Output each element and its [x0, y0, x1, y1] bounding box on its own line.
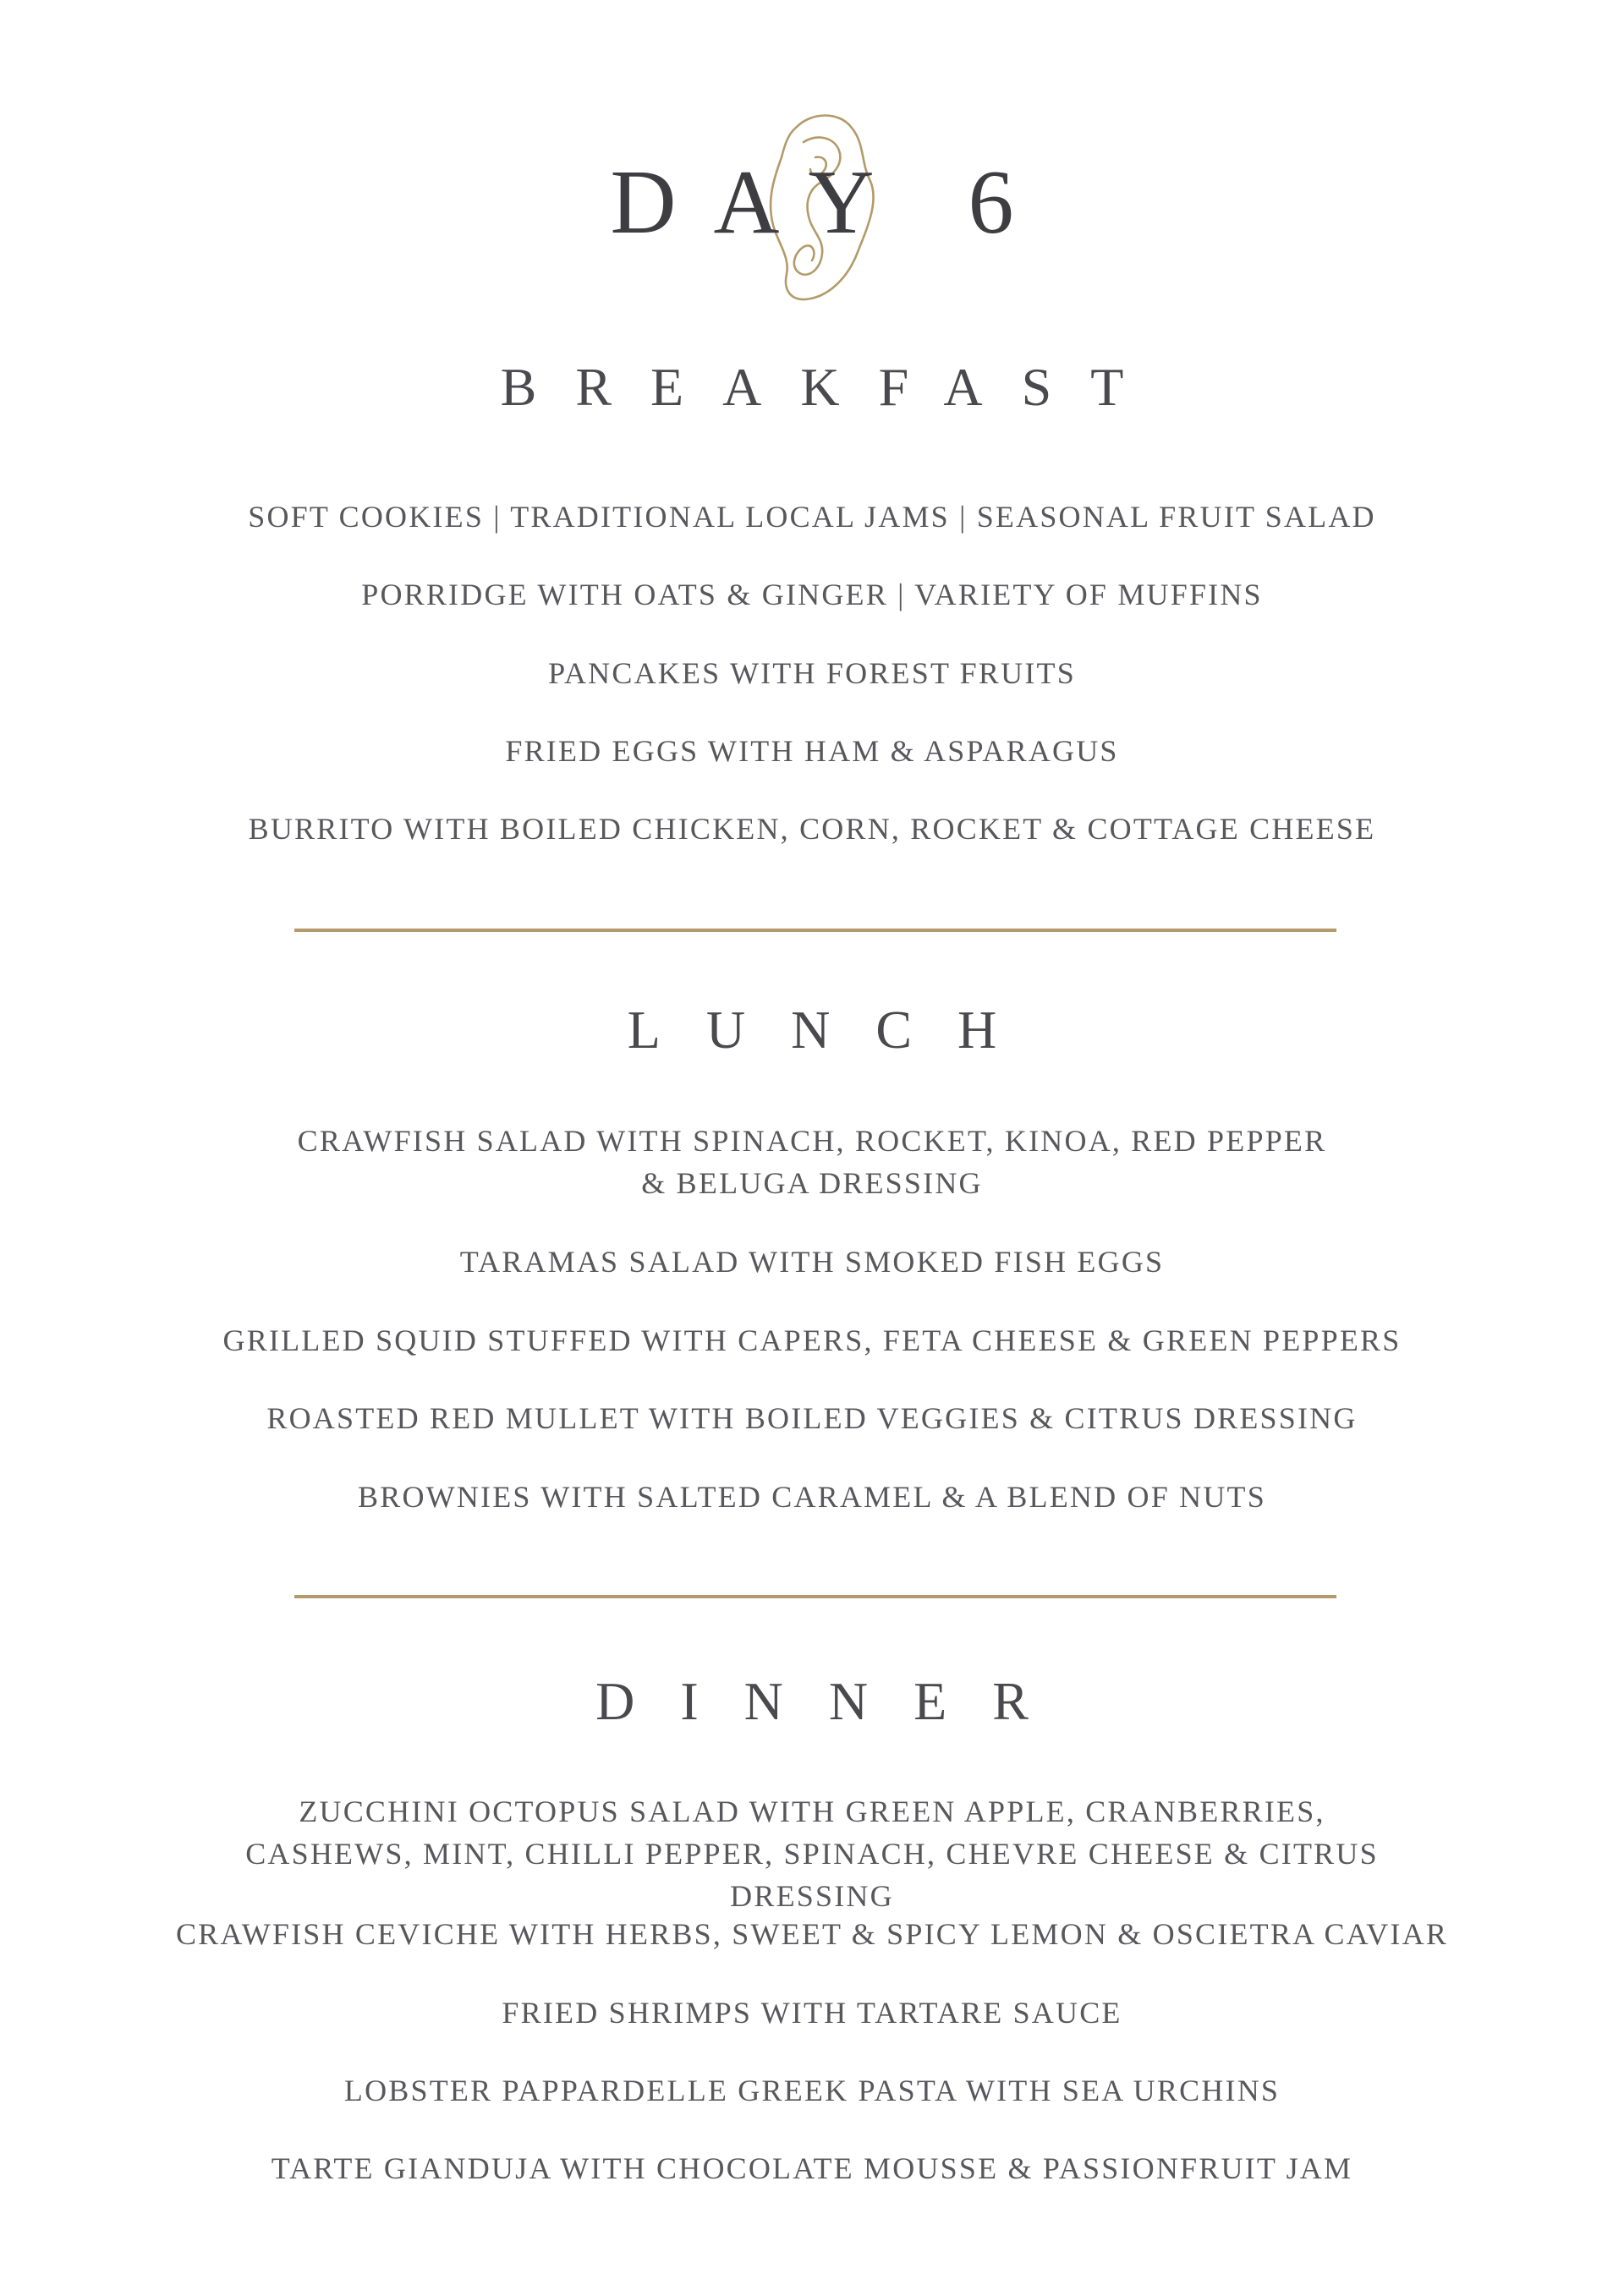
breakfast-item: SOFT COOKIES | TRADITIONAL LOCAL JAMS | SEASONAL FRUIT SALAD	[248, 500, 1376, 534]
lunch-item: & BELUGA DRESSING	[641, 1166, 983, 1200]
lunch-item: BROWNIES WITH SALTED CARAMEL & A BLEND OF NUTS	[358, 1480, 1266, 1514]
dinner-item: DRESSING	[730, 1879, 894, 1913]
lunch-item: TARAMAS SALAD WITH SMOKED FISH EGGS	[459, 1245, 1165, 1279]
page-title: DAY 6	[610, 152, 1051, 253]
section-heading-breakfast: BREAKFAST	[500, 357, 1163, 417]
dinner-item: TARTE GIANDUJA WITH CHOCOLATE MOUSSE & PASSIONFRUIT JAM	[271, 2151, 1353, 2185]
lunch-item: ROASTED RED MULLET WITH BOILED VEGGIES & CITRUS DRESSING	[266, 1401, 1358, 1435]
section-heading-dinner: DINNER	[595, 1671, 1074, 1731]
lunch-item: CRAWFISH SALAD WITH SPINACH, ROCKET, KINOA, RED PEPPER	[297, 1124, 1327, 1158]
breakfast-item: FRIED EGGS WITH HAM & ASPARAGUS	[505, 734, 1119, 768]
section-heading-lunch: LUNCH	[627, 1000, 1043, 1060]
dinner-item: FRIED SHRIMPS WITH TARTARE SAUCE	[502, 1996, 1122, 2030]
section-divider	[294, 929, 1336, 932]
lunch-item: GRILLED SQUID STUFFED WITH CAPERS, FETA CHEESE & GREEN PEPPERS	[222, 1323, 1402, 1357]
dinner-item: ZUCCHINI OCTOPUS SALAD WITH GREEN APPLE, CRANBERRIES,	[299, 1795, 1325, 1828]
section-divider	[294, 1595, 1336, 1598]
breakfast-item: PANCAKES WITH FOREST FRUITS	[548, 656, 1076, 690]
dinner-item: LOBSTER PAPPARDELLE GREEK PASTA WITH SEA URCHINS	[343, 2074, 1281, 2107]
dinner-item: CRAWFISH CEVICHE WITH HERBS, SWEET & SPICY LEMON & OSCIETRA CAVIAR	[175, 1917, 1449, 1951]
breakfast-item: BURRITO WITH BOILED CHICKEN, CORN, ROCKET & COTTAGE CHEESE	[248, 812, 1376, 846]
breakfast-item: PORRIDGE WITH OATS & GINGER | VARIETY OF MUFFINS	[361, 578, 1263, 611]
dinner-item: CASHEWS, MINT, CHILLI PEPPER, SPINACH, CHEVRE CHEESE & CITRUS	[245, 1837, 1379, 1871]
